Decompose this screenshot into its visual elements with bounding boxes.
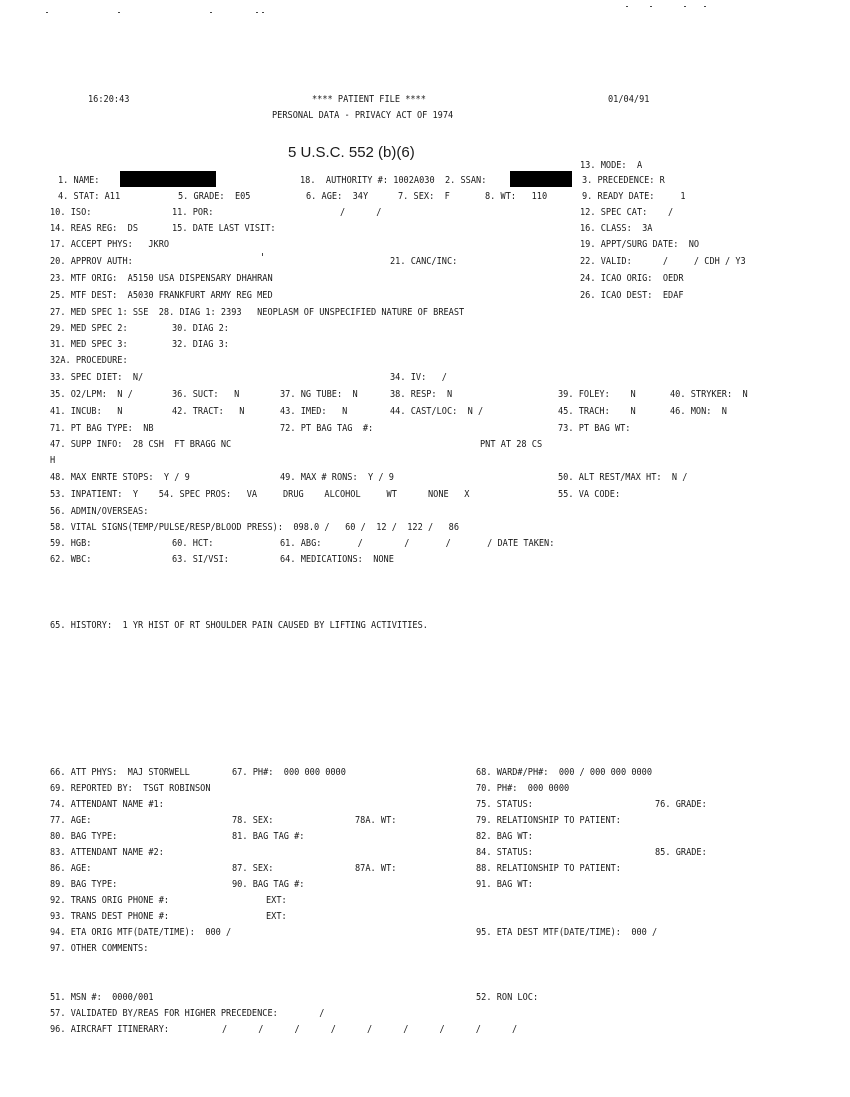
field-26-icao-dest: 26. ICAO DEST: EDAF	[580, 290, 684, 301]
field-5-grade: 5. GRADE: E05	[178, 191, 251, 202]
field-50-alt-rest: 50. ALT REST/MAX HT: N /	[558, 472, 688, 483]
field-48-max-enrte-stops: 48. MAX ENRTE STOPS: Y / 9	[50, 472, 190, 483]
field-13-mode: 13. MODE: A	[580, 160, 643, 171]
field-78-sex: 78. SEX:	[232, 815, 274, 826]
field-90-bag-tag: 90. BAG TAG #:	[232, 879, 305, 890]
field-73-pt-bag-wt: 73. PT BAG WT:	[558, 423, 631, 434]
page-title: **** PATIENT FILE ****	[312, 94, 426, 105]
field-75-status: 75. STATUS:	[476, 799, 533, 810]
field-19-appt-surg-date: 19. APPT/SURG DATE: NO	[580, 239, 700, 250]
field-87a-wt: 87A. WT:	[355, 863, 397, 874]
field-15-date-last-visit: 15. DATE LAST VISIT:	[172, 223, 276, 234]
report-time: 16:20:43	[88, 94, 130, 105]
field-84-status: 84. STATUS:	[476, 847, 533, 858]
field-20-approv-auth: 20. APPROV AUTH:	[50, 256, 133, 267]
field-59-hgb: 59. HGB:	[50, 538, 92, 549]
field-92-trans-orig-phone: 92. TRANS ORIG PHONE #:	[50, 895, 170, 906]
field-61-abg: 61. ABG: / / / / DATE TAKEN:	[280, 538, 555, 549]
foia-exemption-stamp: 5 U.S.C. 552 (b)(6)	[288, 144, 415, 161]
field-32a-procedure: 32A. PROCEDURE:	[50, 355, 128, 366]
field-74-attendant-name-1: 74. ATTENDANT NAME #1:	[50, 799, 164, 810]
field-36-suct: 36. SUCT: N	[172, 389, 240, 400]
field-67-ph: 67. PH#: 000 000 0000	[232, 767, 346, 778]
field-37-ng-tube: 37. NG TUBE: N	[280, 389, 358, 400]
field-83-attendant-name-2: 83. ATTENDANT NAME #2:	[50, 847, 164, 858]
orig-phone-ext: EXT:	[266, 895, 287, 906]
field-29-med-spec-2: 29. MED SPEC 2:	[50, 323, 128, 334]
field-77-age: 77. AGE:	[50, 815, 92, 826]
scan-speck	[650, 6, 652, 7]
field-55-va-code: 55. VA CODE:	[558, 489, 621, 500]
field-85-grade: 85. GRADE:	[655, 847, 707, 858]
field-78a-wt: 78A. WT:	[355, 815, 397, 826]
name-redaction	[120, 171, 216, 187]
field-38-resp: 38. RESP: N	[390, 389, 453, 400]
field-10-iso: 10. ISO:	[50, 207, 92, 218]
field-9-ready-date: 9. READY DATE: 1	[582, 191, 686, 202]
field-21-canc-inc: 21. CANC/INC:	[390, 256, 458, 267]
field-64-medications: 64. MEDICATIONS: NONE	[280, 554, 394, 565]
field-46-mon: 46. MON: N	[670, 406, 727, 417]
field-32-diag-3: 32. DIAG 3:	[172, 339, 229, 350]
field-80-bag-type: 80. BAG TYPE:	[50, 831, 118, 842]
field-24-icao-orig: 24. ICAO ORIG: OEDR	[580, 273, 684, 284]
field-14-reas-reg: 14. REAS REG: DS	[50, 223, 139, 234]
field-95-eta-dest: 95. ETA DEST MTF(DATE/TIME): 000 /	[476, 927, 658, 938]
field-33-spec-diet: 33. SPEC DIET: N/	[50, 372, 144, 383]
field-93-trans-dest-phone: 93. TRANS DEST PHONE #:	[50, 911, 170, 922]
supp-info-cont-2: H	[50, 455, 56, 466]
field-60-hct: 60. HCT:	[172, 538, 214, 549]
field-3-precedence: 3. PRECEDENCE: R	[582, 175, 665, 186]
field-41-incub: 41. INCUB: N	[50, 406, 123, 417]
privacy-subtitle: PERSONAL DATA - PRIVACY ACT OF 1974	[272, 110, 454, 121]
dest-phone-ext: EXT:	[266, 911, 287, 922]
field-96-aircraft-itinerary: 96. AIRCRAFT ITINERARY:	[50, 1024, 170, 1035]
field-76-grade: 76. GRADE:	[655, 799, 707, 810]
field-1-name: 1. NAME:	[58, 175, 100, 186]
field-45-trach: 45. TRACH: N	[558, 406, 636, 417]
field-72-pt-bag-tag: 72. PT BAG TAG #:	[280, 423, 374, 434]
field-44-cast-loc: 44. CAST/LOC: N /	[390, 406, 484, 417]
ssan-redaction	[510, 171, 572, 187]
field-58-vital-signs: 58. VITAL SIGNS(TEMP/PULSE/RESP/BLOOD PRESS): 098.0 / 60 / 12 / 122 / 86	[50, 522, 460, 533]
report-date: 01/04/91	[608, 94, 650, 105]
field-97-other-comments: 97. OTHER COMMENTS:	[50, 943, 149, 954]
field-63-si-vsi: 63. SI/VSI:	[172, 554, 229, 565]
field-47-supp-info: 47. SUPP INFO: 28 CSH FT BRAGG NC	[50, 439, 232, 450]
field-87-sex: 87. SEX:	[232, 863, 274, 874]
field-53-54-inpatient-spec-pros: 53. INPATIENT: Y 54. SPEC PROS: VA DRUG ALCOHOL WT NONE X	[50, 489, 470, 500]
field-43-imed: 43. IMED: N	[280, 406, 348, 417]
field-68-ward-ph: 68. WARD#/PH#: 000 / 000 000 0000	[476, 767, 653, 778]
field-27-28-med-spec-diag: 27. MED SPEC 1: SSE 28. DIAG 1: 2393 NEOPLASM OF UNSPECIFIED NATURE OF BREAST	[50, 307, 465, 318]
field-65-history: 65. HISTORY: 1 YR HIST OF RT SHOULDER PAIN CAUSED BY LIFTING ACTIVITIES.	[50, 620, 428, 631]
field-91-bag-wt: 91. BAG WT:	[476, 879, 533, 890]
field-30-diag-2: 30. DIAG 2:	[172, 323, 229, 334]
field-25-mtf-dest: 25. MTF DEST: A5030 FRANKFURT ARMY REG MED	[50, 290, 273, 301]
field-42-tract: 42. TRACT: N	[172, 406, 245, 417]
scan-speck	[118, 12, 120, 13]
field-51-msn: 51. MSN #: 0000/001	[50, 992, 154, 1003]
scan-speck	[210, 12, 212, 13]
field-16-class: 16. CLASS: 3A	[580, 223, 653, 234]
field-23-mtf-orig: 23. MTF ORIG: A5150 USA DISPENSARY DHAHRAN	[50, 273, 273, 284]
field-40-stryker: 40. STRYKER: N	[670, 389, 748, 400]
field-52-ron-loc: 52. RON LOC:	[476, 992, 539, 1003]
field-62-wbc: 62. WBC:	[50, 554, 92, 565]
field-17-accept-phys: 17. ACCEPT PHYS: JKRO	[50, 239, 170, 250]
scan-speck	[262, 253, 263, 256]
scan-speck	[704, 6, 706, 7]
field-39-foley: 39. FOLEY: N	[558, 389, 636, 400]
field-4-stat: 4. STAT: A11	[58, 191, 121, 202]
field-81-bag-tag: 81. BAG TAG #:	[232, 831, 305, 842]
scan-speck	[684, 6, 686, 7]
field-56-admin-overseas: 56. ADMIN/OVERSEAS:	[50, 506, 149, 517]
supp-info-cont: PNT AT 28 CS	[480, 439, 543, 450]
field-8-wt: 8. WT: 110	[485, 191, 548, 202]
field-86-age: 86. AGE:	[50, 863, 92, 874]
field-18-authority: 18. AUTHORITY #: 1002A030 2. SSAN:	[300, 175, 487, 186]
field-12-spec-cat: 12. SPEC CAT: /	[580, 207, 674, 218]
field-94-eta-orig: 94. ETA ORIG MTF(DATE/TIME): 000 /	[50, 927, 232, 938]
field-71-pt-bag-type: 71. PT BAG TYPE: NB	[50, 423, 154, 434]
scan-speck	[262, 12, 264, 13]
field-66-att-phys: 66. ATT PHYS: MAJ STORWELL	[50, 767, 190, 778]
scan-speck	[256, 12, 258, 13]
itinerary-slashes: / / / / / / / / /	[222, 1024, 518, 1035]
field-31-med-spec-3: 31. MED SPEC 3:	[50, 339, 128, 350]
field-49-max-rons: 49. MAX # RONS: Y / 9	[280, 472, 394, 483]
field-35-o2-lpm: 35. O2/LPM: N /	[50, 389, 133, 400]
field-82-bag-wt: 82. BAG WT:	[476, 831, 533, 842]
field-6-age: 6. AGE: 34Y	[306, 191, 369, 202]
field-88-relationship: 88. RELATIONSHIP TO PATIENT:	[476, 863, 621, 874]
scan-speck	[46, 12, 48, 13]
por-slashes: / /	[340, 207, 382, 218]
field-7-sex: 7. SEX: F	[398, 191, 450, 202]
field-57-validated-by: 57. VALIDATED BY/REAS FOR HIGHER PRECEDENCE: /	[50, 1008, 325, 1019]
field-34-iv: 34. IV: /	[390, 372, 447, 383]
field-22-valid: 22. VALID: / / CDH / Y3	[580, 256, 746, 267]
field-79-relationship: 79. RELATIONSHIP TO PATIENT:	[476, 815, 621, 826]
field-70-ph: 70. PH#: 000 0000	[476, 783, 570, 794]
field-11-por: 11. POR:	[172, 207, 214, 218]
field-69-reported-by: 69. REPORTED BY: TSGT ROBINSON	[50, 783, 211, 794]
scan-speck	[626, 6, 628, 7]
field-89-bag-type: 89. BAG TYPE:	[50, 879, 118, 890]
